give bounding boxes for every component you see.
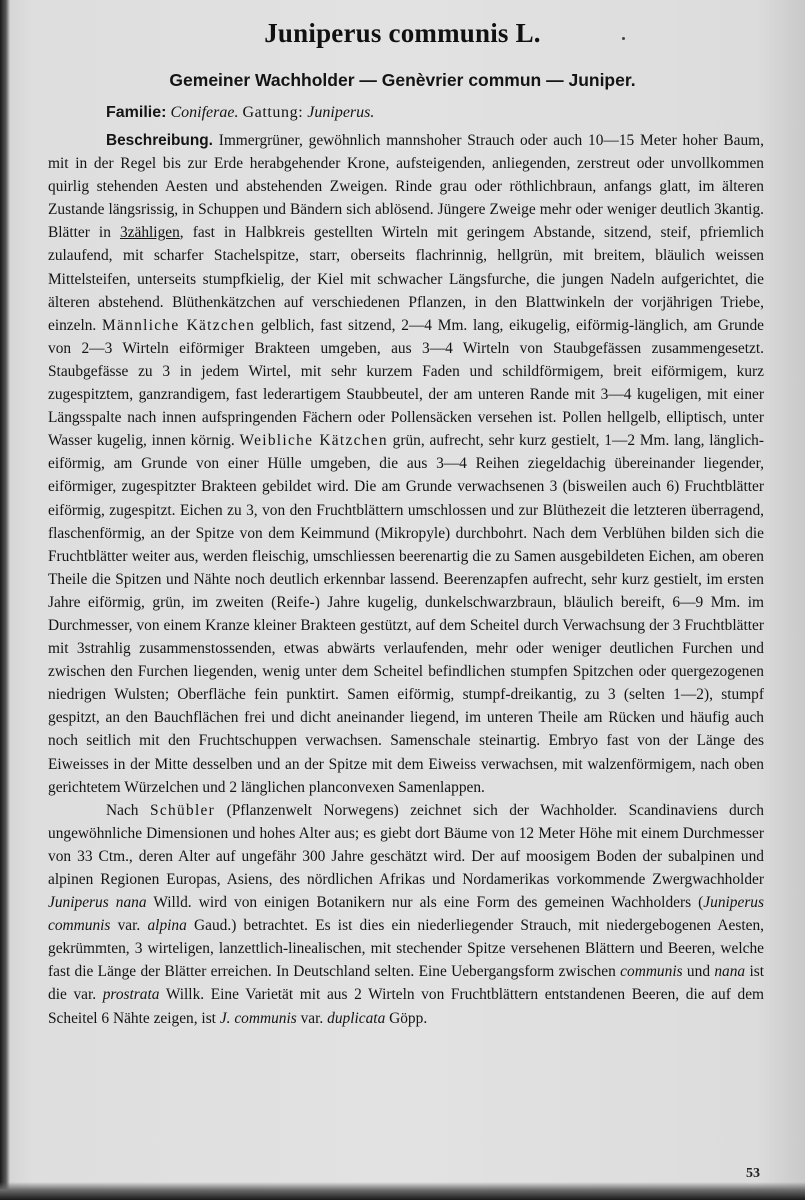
species-name-2: Juniperus communis <box>48 894 764 935</box>
body-text <box>48 129 764 1030</box>
description-text-3: gelblich, fast sitzend, 2—4 Mm. lang, eikugelig, eiförmig-länglich, am Grunde von 2—3 Wirteln eiförmiger Brakteen umgeben, aus 3—4 Wirteln von Staubgefässen zusammengesetzt. Staubgefässe zu 3 in jedem Wirtel, mit sehr kurzem Faden und schildförmigem, breit eiförmigem, kurz zugespitztem, ganzrandigem, fast lederartigem Staubbeutel, der am unteren Rande mit 3—4 kugeligen, mit einer Längsspalte nach innen aufspringenden Fächern oder Pollensäcken versehen ist. Pollen hellgelb, elliptisch, unter Wasser kugelig, innen körnig. <box>48 316 764 450</box>
para2-text-1: Nach <box>106 801 150 819</box>
para2-text-3: Willd. wird von einigen Botanikern nur als eine Form des gemeinen Wachholders ( <box>146 894 704 912</box>
variety-name-2: prostrata <box>102 986 160 1004</box>
variety-name-3: duplicata <box>327 1009 386 1027</box>
description-label: Beschreibung. <box>106 132 213 149</box>
description-text-2: , fast in Halbkreis gestellten Wirteln mit geringem Abstande, sitzend, steif, pfriemlich zulaufend, mit scharfer Stachelspitze, starr, oberseits flachrinnig, hellgrün, mit breitem, bläulich weissen Mittelsteifen, unterseits stumpfkielig, der Kiel mit schwacher Längsfurche, die jungen Nadeln aufgerichtet, die älteren abstehend. Blüthenkätzchen auf verschiedenen Pflanzen, in den Blattwinkeln der vorjährigen Triebe, einzeln. <box>48 224 764 334</box>
female-catkins-heading: Weibliche Kätzchen <box>239 432 388 450</box>
page-left-shadow <box>0 0 10 1200</box>
para2-text-7: ist die var. <box>48 963 764 1004</box>
distribution-paragraph <box>48 799 764 1030</box>
para2-text-2: (Pflanzenwelt Norwegens) zeichnet sich der Wachholder. Scandinaviens durch ungewöhnliche Dimensionen und hohes Alter aus; es giebt dort Bäume von 12 Meter Höhe mit einem Durchmesser von 33 Ctm., deren Alter auf ungefähr 300 Jahre geschätzt wird. Der auf moosigem Boden der subalpinen und alpinen Regionen Europas, Asiens, des nördlichen Afrikas und Nordamerikas vorkommende Zwergwachholder <box>48 801 764 888</box>
family-label: Familie: <box>106 104 167 121</box>
description-text-4: grün, aufrecht, sehr kurz gestielt, 1—2 Mm. lang, länglich-eiförmig, am Grunde von einer Hülle umgeben, die aus 3—4 Reihen ziegeldachig übereinander liegender, eiförmiger, zugespitzter Brakteen gebildet wird. Die am Grunde verwachsenen 3 (bisweilen auch 6) Fruchtblätter eiförmig, zugespitzt. Eichen zu 3, von den Fruchtblättern umschlossen und zur Blüthezeit die letzteren überragend, flaschenförmig, an der Spitze von dem Keimmund (Mikropyle) durchbohrt. Nach dem Verblühen bilden sich die Fruchtblätter weiter aus, werden fleischig, umschliessen beerenartig die zu Samen ausgebildeten Eichen, am oberen Theile die Spitzen und Nähte noch deutlich erkennbar lassend. Beerenzapfen aufrecht, sehr kurz gestielt, im ersten Jahre eiförmig, grün, im zweiten (Reife-) Jahre kugelig, dunkelschwarzbraun, bläulich bereift, 6—9 Mm. im Durchmesser, von einem Kranze kleiner Brakteen gestützt, auf dem Scheitel durch Verwachsung der 3 Fruchtblätter mit 3strahlig zusammenstossenden, etwas abwärts verlaufenden, mehr oder weniger deutlichen Furchen und zwischen den Furchen liegenden, wenig unter dem Scheitel befindlichen stumpfen Spitzchen oder quergezogenen niedrigen Wulsten; Oberfläche fein punktirt. Samen eiförmig, stumpf-dreikantig, zu 3 (selten 1—2), stumpf gespitzt, an den Bauchflächen frei und dicht aneinander liegend, im unteren Theile am Rücken und häufig auch noch seitlich mit den Fruchtschuppen verwachsen. Samenschale steinartig. Embryo fast von der Länge des Eiweisses in der Mitte desselben und an der Spitze mit dem Eiweiss verwachsen, mit walzenförmigem, nach oben gerichtetem Würzelchen und 2 länglichen planconvexen Samenlappen. <box>48 432 765 796</box>
author-name: Schübler <box>149 801 216 819</box>
species-name-1: Juniperus nana <box>48 894 147 912</box>
page-number: 53 <box>746 1166 760 1181</box>
genus-value: Juniperus. <box>307 104 375 121</box>
family-value: Coniferae. <box>170 104 239 121</box>
genus-label: Gattung: <box>242 104 304 121</box>
page-bottom-shadow <box>0 1182 805 1200</box>
taxonomy-line <box>106 104 374 122</box>
variety-name-1: alpina <box>147 917 187 935</box>
para2-text-6: und <box>682 963 715 981</box>
male-catkins-heading: Männliche Kätzchen <box>102 316 256 334</box>
para2-text-9: var. <box>296 1009 328 1027</box>
para2-text-8: Willk. Eine Varietät mit aus 2 Wirteln von Fruchtblättern entstandenen Beeren, die auf dem Scheitel 6 Nähte zeigen, ist <box>48 986 764 1027</box>
species-name-5: J. communis <box>219 1009 297 1027</box>
description-text-1: Immergrüner, gewöhnlich mannshoher Strauch oder auch 10—15 Meter hoher Baum, mit in der Regel bis zur Erde herabgehender Krone, aufsteigenden, anliegenden, zerstreut oder unvollkommen quirlig stehenden Aesten und abstehenden Zweigen. Rinde grau oder röthlichbraun, anfangs glatt, im älteren Zustande längsrissig, in Schuppen und Bändern sich ablösend. Jüngere Zweige mehr oder weniger deutlich 3kantig. Blätter in <box>48 132 764 242</box>
para2-text-5: Gaud.) betrachtet. Es ist dies ein niederliegender Strauch, mit niedergebogenen Aesten, gekrümmten, 3 wirteligen, lanzettlich-linealischen, mit stechender Spitze versehenen Blättern und Beeren, welche fast die Länge der Blätter erreichen. In Deutschland selten. Eine Uebergangsform zwischen <box>48 917 764 981</box>
para2-text-10: Göpp. <box>385 1009 428 1027</box>
species-name-3: communis <box>620 963 683 981</box>
page-title: Juniperus communis L. <box>264 18 541 48</box>
description-paragraph <box>48 129 764 799</box>
common-names: Gemeiner Wachholder — Genèvrier commun — Juniper. <box>169 70 636 90</box>
species-name-4: nana <box>714 963 746 981</box>
underlined-term: 3zähligen <box>119 224 180 242</box>
para2-text-4: var. <box>110 917 148 935</box>
